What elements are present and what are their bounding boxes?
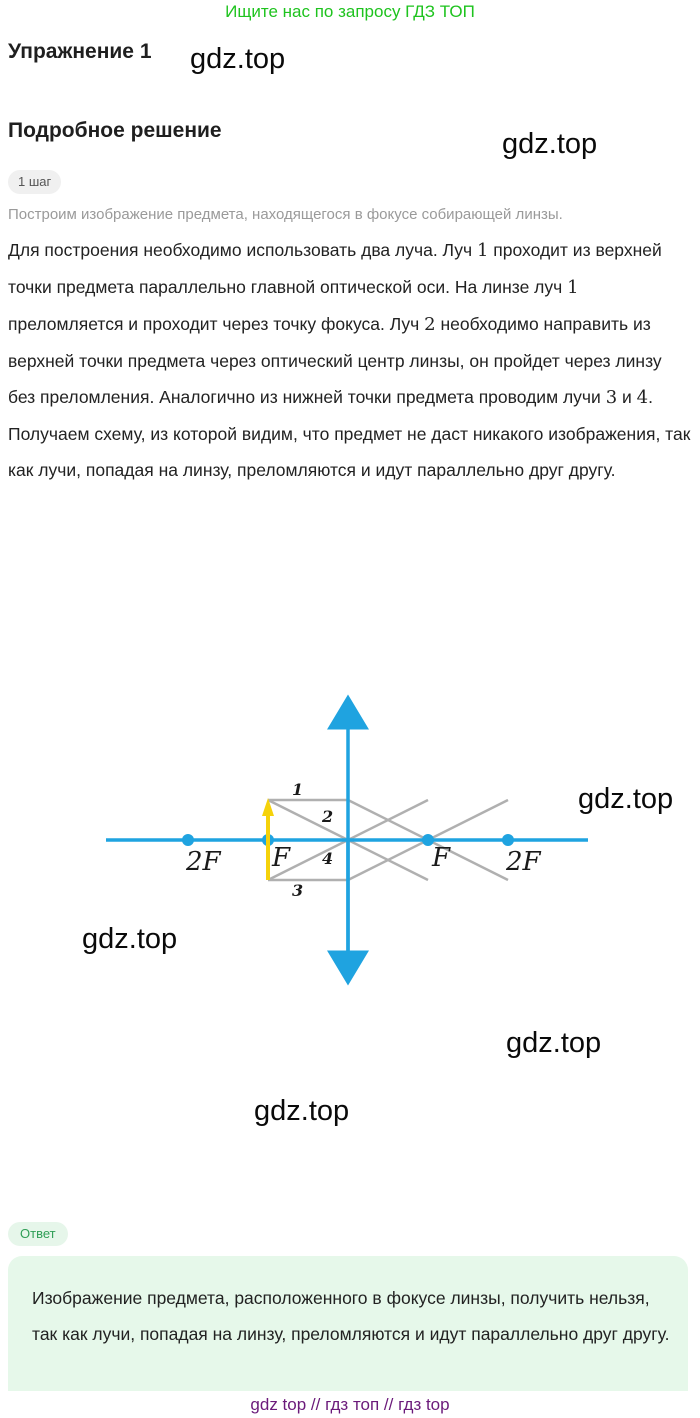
- math-number: 2: [424, 314, 436, 335]
- point-2f-left: [182, 834, 194, 846]
- label-2f-left: 2F: [186, 847, 221, 877]
- text-run: . Получаем схему, из которой видим, что предмет не даст никакого изображения, так как лучи, попадая на линзу, преломляются и идут параллельно друг другу.: [8, 387, 691, 480]
- text-run: преломляется и проходит через точку фокуса. Луч: [8, 314, 425, 334]
- point-2f-right: [502, 834, 514, 846]
- step-badge: 1 шаг: [8, 170, 61, 194]
- label-ray-2: 2: [322, 807, 334, 826]
- label-ray-1: 1: [292, 780, 304, 799]
- watermark: gdz.top: [506, 1027, 602, 1059]
- label-f-left: F: [272, 843, 291, 873]
- section-title: Подробное решение: [8, 119, 222, 142]
- footer-links[interactable]: gdz top // гдз топ // гдз top: [0, 1392, 700, 1418]
- text-run: и: [617, 387, 637, 407]
- label-2f-right: 2F: [506, 847, 541, 877]
- math-number: 3: [605, 387, 618, 408]
- math-number: 4: [636, 387, 649, 408]
- watermark: gdz.top: [578, 783, 674, 815]
- text-run: проходит из верхней точки предмета параллельно главной оптической оси. На линзе луч: [8, 240, 662, 297]
- label-ray-3: 3: [292, 881, 304, 900]
- watermark: gdz.top: [254, 1095, 350, 1127]
- text-run: Для построения необходимо использовать два луча. Луч: [8, 240, 477, 260]
- answer-badge: Ответ: [8, 1222, 68, 1246]
- watermark: gdz.top: [190, 43, 286, 75]
- solution-paragraph: [8, 232, 692, 488]
- step-lead-text: Построим изображение предмета, находящегося в фокусе собирающей линзы.: [8, 206, 563, 223]
- watermark: gdz.top: [82, 923, 178, 955]
- text-run: необходимо направить из верхней точки предмета через оптический центр линзы, он пройдет через линзу без преломления. Аналогично из нижней точки предмета проводим лучи: [8, 314, 662, 407]
- label-ray-4: 4: [322, 849, 334, 868]
- math-number: 1: [476, 240, 489, 261]
- search-banner: Ищите нас по запросу ГДЗ ТОП: [225, 2, 475, 21]
- answer-text: Изображение предмета, расположенного в фокусе линзы, получить нельзя, так как лучи, попадая на линзу, преломляются и идут параллельно друг другу.: [32, 1288, 670, 1344]
- math-number: 1: [567, 277, 579, 298]
- label-f-right: F: [432, 843, 451, 873]
- watermark: gdz.top: [502, 128, 598, 160]
- exercise-title: Упражнение 1: [8, 40, 152, 63]
